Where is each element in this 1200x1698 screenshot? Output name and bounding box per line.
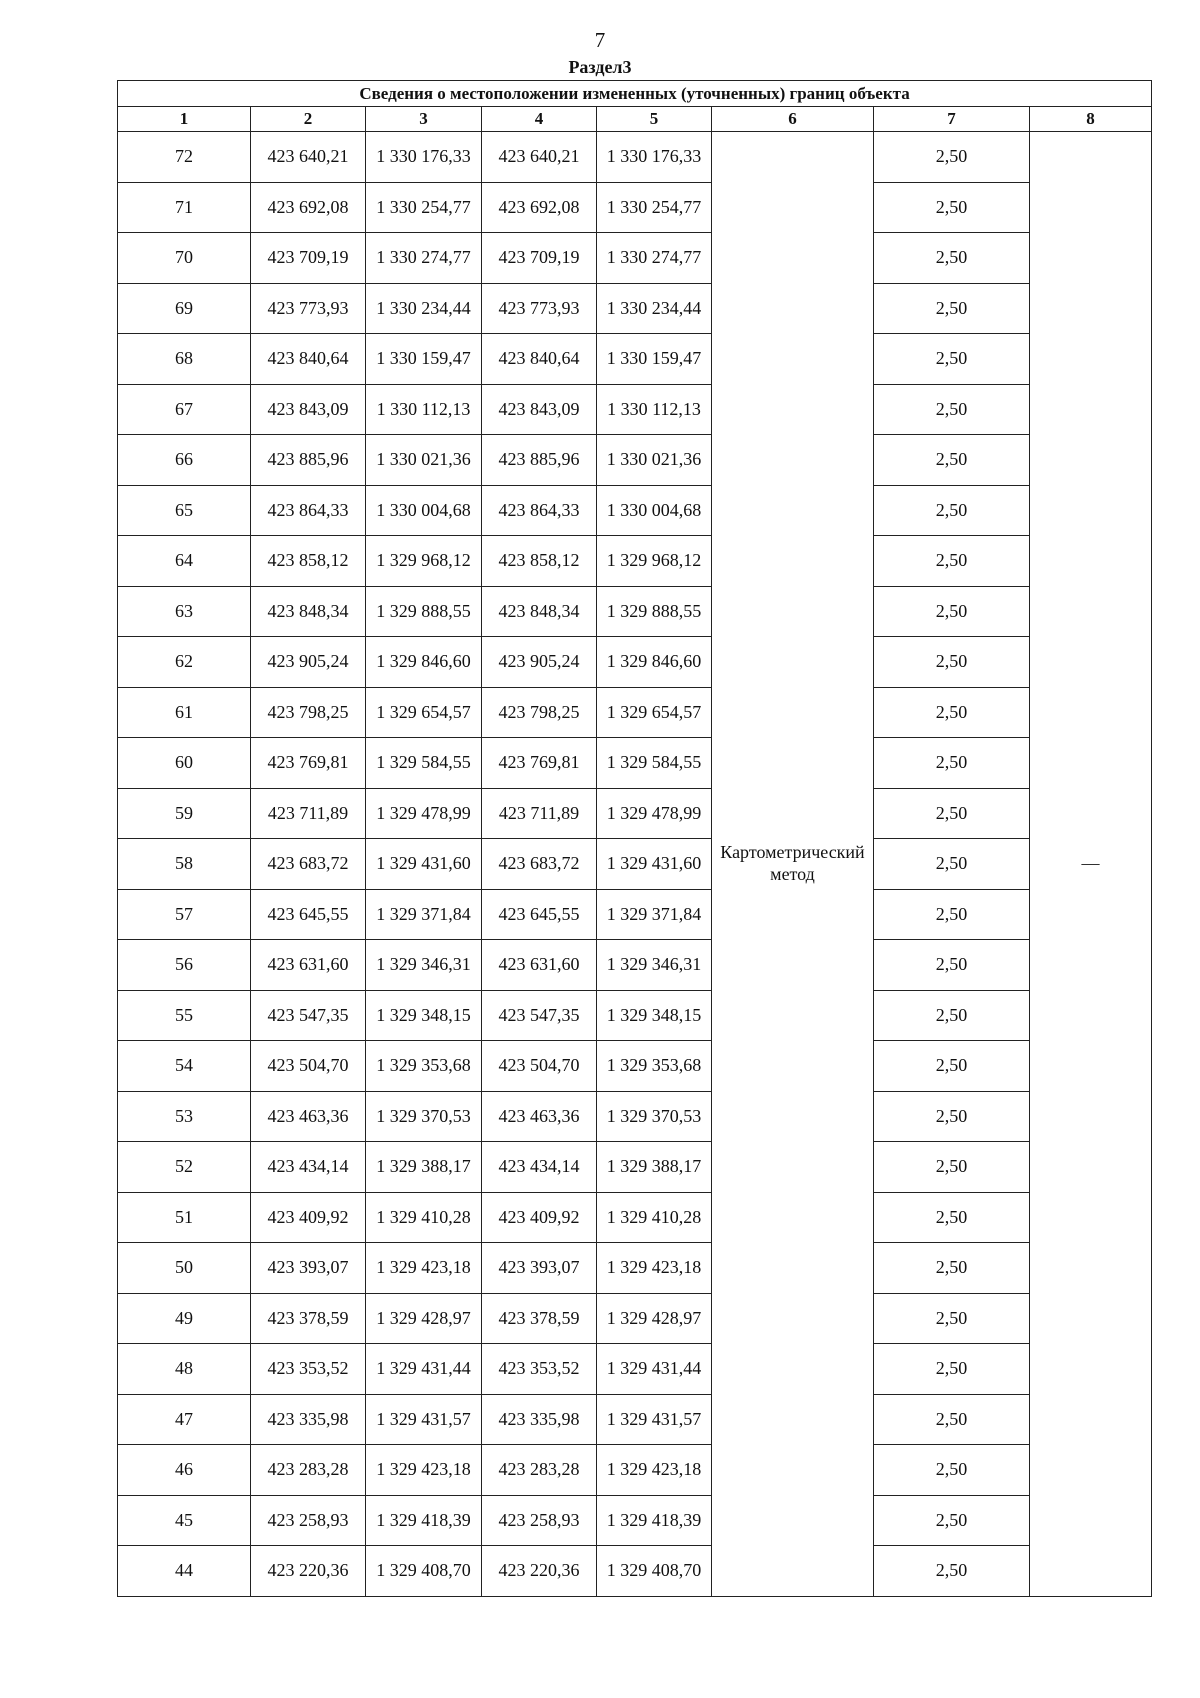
x-existing-cell: 423 463,36 bbox=[251, 1091, 366, 1142]
y-new-cell: 1 329 346,31 bbox=[597, 940, 712, 991]
y-existing-cell: 1 329 348,15 bbox=[366, 990, 482, 1041]
table-row bbox=[118, 637, 1152, 688]
column-number-row bbox=[118, 107, 1152, 132]
y-existing-cell: 1 329 353,68 bbox=[366, 1041, 482, 1092]
precision-cell: 2,50 bbox=[874, 132, 1030, 183]
x-new-cell: 423 905,24 bbox=[482, 637, 597, 688]
x-new-cell: 423 640,21 bbox=[482, 132, 597, 183]
y-existing-cell: 1 329 370,53 bbox=[366, 1091, 482, 1142]
table-row bbox=[118, 687, 1152, 738]
point-number-cell: 54 bbox=[118, 1041, 251, 1092]
y-new-cell: 1 330 254,77 bbox=[597, 182, 712, 233]
x-existing-cell: 423 378,59 bbox=[251, 1293, 366, 1344]
x-existing-cell: 423 353,52 bbox=[251, 1344, 366, 1395]
precision-cell: 2,50 bbox=[874, 182, 1030, 233]
y-existing-cell: 1 330 254,77 bbox=[366, 182, 482, 233]
x-existing-cell: 423 283,28 bbox=[251, 1445, 366, 1496]
y-existing-cell: 1 330 021,36 bbox=[366, 435, 482, 486]
y-new-cell: 1 329 478,99 bbox=[597, 788, 712, 839]
x-new-cell: 423 463,36 bbox=[482, 1091, 597, 1142]
y-existing-cell: 1 329 431,57 bbox=[366, 1394, 482, 1445]
y-new-cell: 1 329 584,55 bbox=[597, 738, 712, 789]
x-new-cell: 423 547,35 bbox=[482, 990, 597, 1041]
column-number-8: 8 bbox=[1030, 107, 1152, 132]
x-new-cell: 423 258,93 bbox=[482, 1495, 597, 1546]
table-row bbox=[118, 889, 1152, 940]
x-new-cell: 423 335,98 bbox=[482, 1394, 597, 1445]
precision-cell: 2,50 bbox=[874, 1293, 1030, 1344]
x-existing-cell: 423 504,70 bbox=[251, 1041, 366, 1092]
x-existing-cell: 423 773,93 bbox=[251, 283, 366, 334]
y-new-cell: 1 329 370,53 bbox=[597, 1091, 712, 1142]
y-existing-cell: 1 329 968,12 bbox=[366, 536, 482, 587]
table-row bbox=[118, 334, 1152, 385]
y-new-cell: 1 329 431,60 bbox=[597, 839, 712, 890]
y-existing-cell: 1 330 004,68 bbox=[366, 485, 482, 536]
precision-cell: 2,50 bbox=[874, 738, 1030, 789]
table-row bbox=[118, 1445, 1152, 1496]
table-row bbox=[118, 1293, 1152, 1344]
table-row bbox=[118, 233, 1152, 284]
x-new-cell: 423 858,12 bbox=[482, 536, 597, 587]
point-number-cell: 65 bbox=[118, 485, 251, 536]
point-number-cell: 61 bbox=[118, 687, 251, 738]
point-number-cell: 50 bbox=[118, 1243, 251, 1294]
x-new-cell: 423 843,09 bbox=[482, 384, 597, 435]
x-existing-cell: 423 711,89 bbox=[251, 788, 366, 839]
x-new-cell: 423 631,60 bbox=[482, 940, 597, 991]
point-number-cell: 57 bbox=[118, 889, 251, 940]
y-new-cell: 1 330 004,68 bbox=[597, 485, 712, 536]
x-new-cell: 423 504,70 bbox=[482, 1041, 597, 1092]
y-existing-cell: 1 329 428,97 bbox=[366, 1293, 482, 1344]
y-existing-cell: 1 329 371,84 bbox=[366, 889, 482, 940]
y-existing-cell: 1 329 654,57 bbox=[366, 687, 482, 738]
point-number-cell: 53 bbox=[118, 1091, 251, 1142]
column-number-1: 1 bbox=[118, 107, 251, 132]
table-row bbox=[118, 839, 1152, 890]
y-existing-cell: 1 330 234,44 bbox=[366, 283, 482, 334]
table-row bbox=[118, 788, 1152, 839]
x-new-cell: 423 864,33 bbox=[482, 485, 597, 536]
x-existing-cell: 423 840,64 bbox=[251, 334, 366, 385]
x-existing-cell: 423 640,21 bbox=[251, 132, 366, 183]
precision-cell: 2,50 bbox=[874, 788, 1030, 839]
x-existing-cell: 423 409,92 bbox=[251, 1192, 366, 1243]
column-number-6: 6 bbox=[712, 107, 874, 132]
page-number: 7 bbox=[594, 28, 606, 52]
y-new-cell: 1 330 021,36 bbox=[597, 435, 712, 486]
y-existing-cell: 1 330 274,77 bbox=[366, 233, 482, 284]
y-new-cell: 1 329 353,68 bbox=[597, 1041, 712, 1092]
y-existing-cell: 1 330 159,47 bbox=[366, 334, 482, 385]
precision-cell: 2,50 bbox=[874, 1344, 1030, 1395]
x-existing-cell: 423 905,24 bbox=[251, 637, 366, 688]
y-existing-cell: 1 329 846,60 bbox=[366, 637, 482, 688]
point-number-cell: 59 bbox=[118, 788, 251, 839]
point-number-cell: 56 bbox=[118, 940, 251, 991]
point-number-cell: 69 bbox=[118, 283, 251, 334]
precision-cell: 2,50 bbox=[874, 687, 1030, 738]
x-existing-cell: 423 798,25 bbox=[251, 687, 366, 738]
precision-cell: 2,50 bbox=[874, 1091, 1030, 1142]
x-new-cell: 423 393,07 bbox=[482, 1243, 597, 1294]
y-new-cell: 1 329 418,39 bbox=[597, 1495, 712, 1546]
table-row bbox=[118, 990, 1152, 1041]
x-new-cell: 423 683,72 bbox=[482, 839, 597, 890]
y-new-cell: 1 329 431,44 bbox=[597, 1344, 712, 1395]
point-number-cell: 52 bbox=[118, 1142, 251, 1193]
x-new-cell: 423 378,59 bbox=[482, 1293, 597, 1344]
precision-cell: 2,50 bbox=[874, 1445, 1030, 1496]
x-existing-cell: 423 258,93 bbox=[251, 1495, 366, 1546]
x-existing-cell: 423 220,36 bbox=[251, 1546, 366, 1597]
point-number-cell: 66 bbox=[118, 435, 251, 486]
y-existing-cell: 1 329 431,60 bbox=[366, 839, 482, 890]
point-number-cell: 68 bbox=[118, 334, 251, 385]
y-existing-cell: 1 330 112,13 bbox=[366, 384, 482, 435]
table-row bbox=[118, 1041, 1152, 1092]
section-title: Раздел3 bbox=[568, 57, 632, 77]
y-existing-cell: 1 329 478,99 bbox=[366, 788, 482, 839]
y-new-cell: 1 329 888,55 bbox=[597, 586, 712, 637]
y-existing-cell: 1 330 176,33 bbox=[366, 132, 482, 183]
x-new-cell: 423 798,25 bbox=[482, 687, 597, 738]
x-new-cell: 423 409,92 bbox=[482, 1192, 597, 1243]
x-existing-cell: 423 692,08 bbox=[251, 182, 366, 233]
point-number-cell: 46 bbox=[118, 1445, 251, 1496]
y-new-cell: 1 330 274,77 bbox=[597, 233, 712, 284]
column-number-7: 7 bbox=[874, 107, 1030, 132]
point-number-cell: 72 bbox=[118, 132, 251, 183]
x-new-cell: 423 769,81 bbox=[482, 738, 597, 789]
y-existing-cell: 1 329 346,31 bbox=[366, 940, 482, 991]
table-row bbox=[118, 940, 1152, 991]
x-existing-cell: 423 645,55 bbox=[251, 889, 366, 940]
column-number-3: 3 bbox=[366, 107, 482, 132]
x-existing-cell: 423 631,60 bbox=[251, 940, 366, 991]
point-number-cell: 60 bbox=[118, 738, 251, 789]
y-existing-cell: 1 329 431,44 bbox=[366, 1344, 482, 1395]
point-number-cell: 63 bbox=[118, 586, 251, 637]
x-new-cell: 423 711,89 bbox=[482, 788, 597, 839]
y-new-cell: 1 329 410,28 bbox=[597, 1192, 712, 1243]
y-existing-cell: 1 329 888,55 bbox=[366, 586, 482, 637]
x-existing-cell: 423 858,12 bbox=[251, 536, 366, 587]
precision-cell: 2,50 bbox=[874, 233, 1030, 284]
x-new-cell: 423 645,55 bbox=[482, 889, 597, 940]
x-existing-cell: 423 885,96 bbox=[251, 435, 366, 486]
precision-cell: 2,50 bbox=[874, 637, 1030, 688]
y-new-cell: 1 329 371,84 bbox=[597, 889, 712, 940]
table-body bbox=[118, 132, 1152, 1597]
y-existing-cell: 1 329 584,55 bbox=[366, 738, 482, 789]
precision-cell: 2,50 bbox=[874, 1394, 1030, 1445]
point-number-cell: 49 bbox=[118, 1293, 251, 1344]
y-new-cell: 1 329 846,60 bbox=[597, 637, 712, 688]
table-row bbox=[118, 1243, 1152, 1294]
precision-cell: 2,50 bbox=[874, 889, 1030, 940]
table-row bbox=[118, 1091, 1152, 1142]
x-existing-cell: 423 864,33 bbox=[251, 485, 366, 536]
x-existing-cell: 423 709,19 bbox=[251, 233, 366, 284]
table-row bbox=[118, 738, 1152, 789]
x-new-cell: 423 692,08 bbox=[482, 182, 597, 233]
table-row bbox=[118, 1546, 1152, 1597]
y-existing-cell: 1 329 410,28 bbox=[366, 1192, 482, 1243]
table-row bbox=[118, 485, 1152, 536]
column-number-2: 2 bbox=[251, 107, 366, 132]
y-new-cell: 1 329 388,17 bbox=[597, 1142, 712, 1193]
precision-cell: 2,50 bbox=[874, 1041, 1030, 1092]
point-number-cell: 58 bbox=[118, 839, 251, 890]
x-new-cell: 423 353,52 bbox=[482, 1344, 597, 1395]
y-new-cell: 1 330 234,44 bbox=[597, 283, 712, 334]
precision-cell: 2,50 bbox=[874, 1243, 1030, 1294]
table-row bbox=[118, 1495, 1152, 1546]
precision-cell: 2,50 bbox=[874, 334, 1030, 385]
point-number-cell: 70 bbox=[118, 233, 251, 284]
precision-cell: 2,50 bbox=[874, 1142, 1030, 1193]
precision-cell: 2,50 bbox=[874, 839, 1030, 890]
table-row bbox=[118, 1192, 1152, 1243]
point-number-cell: 45 bbox=[118, 1495, 251, 1546]
y-new-cell: 1 329 423,18 bbox=[597, 1243, 712, 1294]
point-number-cell: 47 bbox=[118, 1394, 251, 1445]
y-existing-cell: 1 329 388,17 bbox=[366, 1142, 482, 1193]
y-new-cell: 1 329 423,18 bbox=[597, 1445, 712, 1496]
precision-cell: 2,50 bbox=[874, 283, 1030, 334]
point-number-cell: 71 bbox=[118, 182, 251, 233]
y-new-cell: 1 329 968,12 bbox=[597, 536, 712, 587]
y-new-cell: 1 329 654,57 bbox=[597, 687, 712, 738]
y-new-cell: 1 329 431,57 bbox=[597, 1394, 712, 1445]
x-existing-cell: 423 434,14 bbox=[251, 1142, 366, 1193]
point-number-cell: 64 bbox=[118, 536, 251, 587]
precision-cell: 2,50 bbox=[874, 1495, 1030, 1546]
x-new-cell: 423 773,93 bbox=[482, 283, 597, 334]
table-row bbox=[118, 1142, 1152, 1193]
precision-cell: 2,50 bbox=[874, 536, 1030, 587]
point-number-cell: 55 bbox=[118, 990, 251, 1041]
y-new-cell: 1 329 428,97 bbox=[597, 1293, 712, 1344]
table-row bbox=[118, 283, 1152, 334]
x-new-cell: 423 709,19 bbox=[482, 233, 597, 284]
boundary-coordinates-table bbox=[117, 80, 1152, 1597]
point-number-cell: 62 bbox=[118, 637, 251, 688]
y-existing-cell: 1 329 408,70 bbox=[366, 1546, 482, 1597]
precision-cell: 2,50 bbox=[874, 1192, 1030, 1243]
y-existing-cell: 1 329 423,18 bbox=[366, 1445, 482, 1496]
y-new-cell: 1 330 159,47 bbox=[597, 334, 712, 385]
table-row bbox=[118, 132, 1152, 183]
table-caption: Сведения о местоположении измененных (уточненных) границ объекта bbox=[118, 81, 1152, 107]
x-existing-cell: 423 547,35 bbox=[251, 990, 366, 1041]
column-number-5: 5 bbox=[597, 107, 712, 132]
y-existing-cell: 1 329 418,39 bbox=[366, 1495, 482, 1546]
x-new-cell: 423 885,96 bbox=[482, 435, 597, 486]
column-number-4: 4 bbox=[482, 107, 597, 132]
x-existing-cell: 423 335,98 bbox=[251, 1394, 366, 1445]
y-new-cell: 1 329 408,70 bbox=[597, 1546, 712, 1597]
x-existing-cell: 423 683,72 bbox=[251, 839, 366, 890]
x-new-cell: 423 840,64 bbox=[482, 334, 597, 385]
table-row bbox=[118, 384, 1152, 435]
table-row bbox=[118, 536, 1152, 587]
point-number-cell: 67 bbox=[118, 384, 251, 435]
table-row bbox=[118, 586, 1152, 637]
x-new-cell: 423 848,34 bbox=[482, 586, 597, 637]
table-row bbox=[118, 1344, 1152, 1395]
precision-cell: 2,50 bbox=[874, 485, 1030, 536]
x-existing-cell: 423 843,09 bbox=[251, 384, 366, 435]
table-row bbox=[118, 182, 1152, 233]
precision-cell: 2,50 bbox=[874, 940, 1030, 991]
precision-cell: 2,50 bbox=[874, 586, 1030, 637]
point-number-cell: 48 bbox=[118, 1344, 251, 1395]
y-new-cell: 1 330 176,33 bbox=[597, 132, 712, 183]
precision-cell: 2,50 bbox=[874, 990, 1030, 1041]
x-new-cell: 423 283,28 bbox=[482, 1445, 597, 1496]
precision-cell: 2,50 bbox=[874, 384, 1030, 435]
x-existing-cell: 423 769,81 bbox=[251, 738, 366, 789]
x-new-cell: 423 434,14 bbox=[482, 1142, 597, 1193]
table-row bbox=[118, 1394, 1152, 1445]
method-cell: Картометрический метод bbox=[712, 132, 874, 1597]
y-new-cell: 1 330 112,13 bbox=[597, 384, 712, 435]
precision-cell: 2,50 bbox=[874, 1546, 1030, 1597]
point-number-cell: 51 bbox=[118, 1192, 251, 1243]
x-existing-cell: 423 393,07 bbox=[251, 1243, 366, 1294]
point-number-cell: 44 bbox=[118, 1546, 251, 1597]
precision-cell: 2,50 bbox=[874, 435, 1030, 486]
x-existing-cell: 423 848,34 bbox=[251, 586, 366, 637]
table-row bbox=[118, 435, 1152, 486]
y-new-cell: 1 329 348,15 bbox=[597, 990, 712, 1041]
column-8-cell: — bbox=[1030, 132, 1152, 1597]
y-existing-cell: 1 329 423,18 bbox=[366, 1243, 482, 1294]
x-new-cell: 423 220,36 bbox=[482, 1546, 597, 1597]
